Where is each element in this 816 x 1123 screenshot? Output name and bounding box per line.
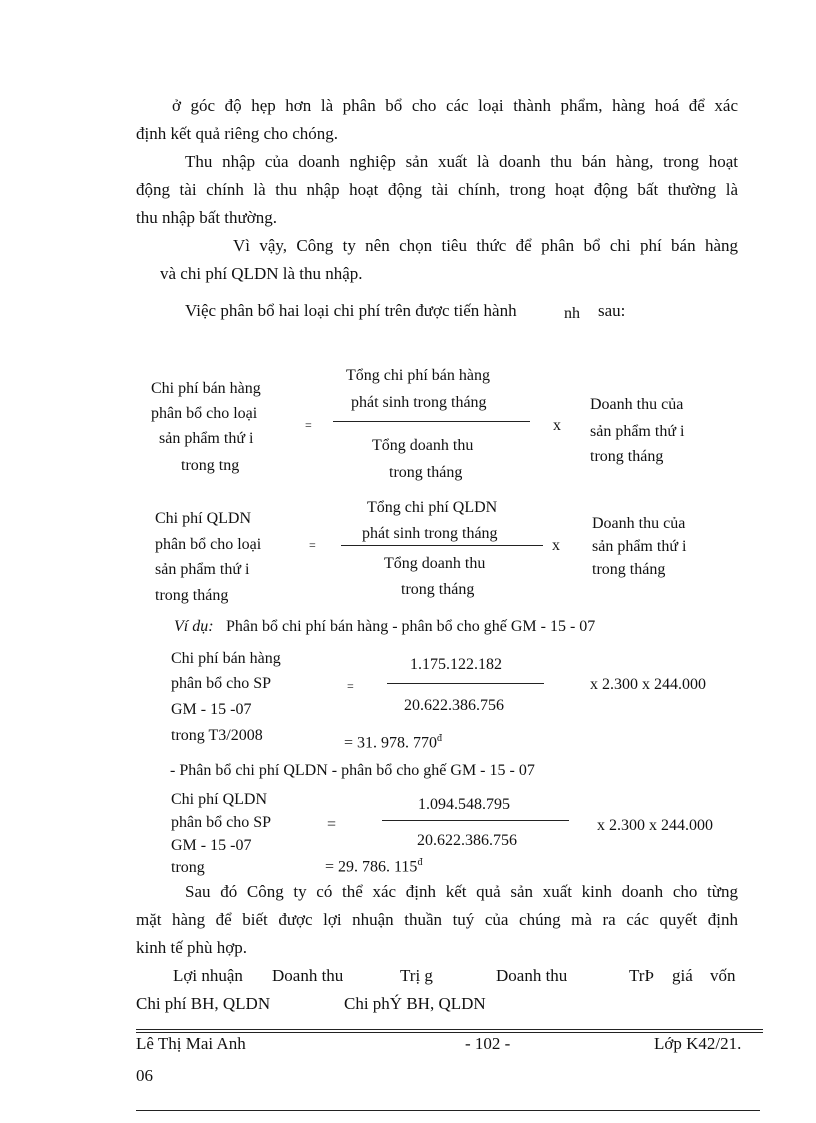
calc-result [325,857,423,876]
paragraph-line: ở góc độ hẹp hơn là phân bổ cho các loại thành phẩm, hàng hoá để xác [172,96,738,115]
numerator-line: Tổng chi phí bán hàng [346,367,490,384]
formula-word: giá [672,966,693,985]
formula-left-line: trong tng [181,457,240,474]
calc-left-line: Chi phí QLDN [171,791,267,808]
equals-sign: = [347,679,354,693]
calc-left-line: GM - 15 -07 [171,837,252,854]
denominator-value: 20.622.386.756 [417,832,517,849]
paragraph-fragment: nh [564,305,580,322]
equals-sign: = [327,816,337,833]
paragraph-line: Vì vậy, Công ty nên chọn tiêu thức để phân bổ chi phí bán hàng [233,236,738,255]
formula-word: Chi phí BH, QLDN [136,994,271,1013]
formula-right-line: trong tháng [590,448,664,465]
denominator-line: Tổng doanh thu [372,437,474,454]
calc-left-line: Chi phí bán hàng [171,650,281,667]
formula-right-line: trong tháng [592,561,666,578]
formula-word: Doanh thu [496,966,568,985]
multiplier: x 2.300 x 244.000 [597,817,713,834]
result-value: = 29. 786. 115 [325,858,418,876]
footer-class: Lớp K42/21. [654,1034,742,1053]
equals-sign: = [305,418,312,432]
formula-left-line: phân bổ cho loại [151,405,258,422]
calc-result [344,733,443,752]
formula-word: Chi phÝ BH, QLDN [344,994,486,1013]
footer-rule [136,1029,763,1030]
footer-class-continued: 06 [136,1066,153,1085]
calc-left-line: phân bổ cho SP [171,814,271,831]
numerator-value: 1.175.122.182 [410,656,502,673]
result-value: = 31. 978. 770 [344,734,438,752]
fraction-bar [341,545,543,546]
numerator-line: Tổng chi phí QLDN [367,499,498,516]
calc-left-line: trong T3/2008 [171,727,263,744]
fraction-bar [333,421,530,422]
times-sign: x [553,417,561,434]
paragraph-line: mặt hàng để biết được lợi nhuận thuần tuý của chúng mà ra các quyết định [136,910,738,929]
formula-left-line: Chi phí QLDN [155,510,251,527]
denominator-value: 20.622.386.756 [404,697,504,714]
paragraph-line: động tài chính là thu nhập hoạt động tài chính, trong hoạt động bất thường là [136,180,738,199]
denominator-line: trong tháng [401,581,475,598]
times-sign: x [552,537,560,554]
equals-sign: = [309,538,316,552]
formula-right-line: sản phẩm thứ i [590,423,685,440]
formula-right-line: Doanh thu của [590,396,684,413]
paragraph-line: thu nhập bất thường. [136,208,277,227]
denominator-line: Tổng doanh thu [384,555,486,572]
formula-left-line: Chi phí bán hàng [151,380,261,397]
footer-bottom-rule [136,1110,760,1111]
formula-left-line: phân bổ cho loại [155,536,262,553]
paragraph-line: kinh tế phù hợp. [136,938,247,957]
formula-left-line: trong tháng [155,587,229,604]
denominator-line: trong tháng [389,464,463,481]
paragraph-line: Thu nhập của doanh nghiệp sản xuất là doanh thu bán hàng, trong hoạt [185,152,738,171]
formula-left-line: sản phẩm thứ i [155,561,250,578]
paragraph-line: Sau đó Công ty có thể xác định kết quả sản xuất kinh doanh cho từng [185,882,738,901]
page-number: - 102 - [465,1034,511,1053]
paragraph-line: và chi phí QLDN là thu nhập. [160,264,363,283]
example-title: Phân bổ chi phí bán hàng - phân bổ cho ghế GM - 15 - 07 [226,618,596,635]
numerator-line: phát sinh trong tháng [351,394,487,411]
footer-author: Lê Thị Mai Anh [136,1034,246,1053]
formula-word: Doanh thu [272,966,344,985]
example-label: Ví dụ: [174,618,214,635]
example-subtitle: - Phân bổ chi phí QLDN - phân bổ cho ghế GM - 15 - 07 [170,762,535,779]
footer-rule [136,1032,763,1033]
formula-word: Trị g [400,966,433,985]
numerator-value: 1.094.548.795 [418,796,510,813]
formula-word: vốn [710,966,736,985]
paragraph-line: Việc phân bổ hai loại chi phí trên được tiến hành [185,301,517,320]
formula-left-line: sản phẩm thứ i [159,430,254,447]
formula-right-line: sản phẩm thứ i [592,538,687,555]
paragraph-line: định kết quả riêng cho chóng. [136,124,339,143]
paragraph-fragment: sau: [598,301,626,320]
formula-word: Lợi nhuận [173,966,243,985]
calc-left-line: GM - 15 -07 [171,701,252,718]
numerator-line: phát sinh trong tháng [362,525,498,542]
fraction-bar [387,683,544,684]
multiplier: x 2.300 x 244.000 [590,676,706,693]
formula-right-line: Doanh thu của [592,515,686,532]
calc-left-line: trong [171,859,205,876]
currency-mark: đ [437,733,443,744]
fraction-bar [382,820,569,821]
calc-left-line: phân bổ cho SP [171,675,271,692]
formula-word: TrÞ [629,966,654,985]
currency-mark: đ [417,857,423,868]
